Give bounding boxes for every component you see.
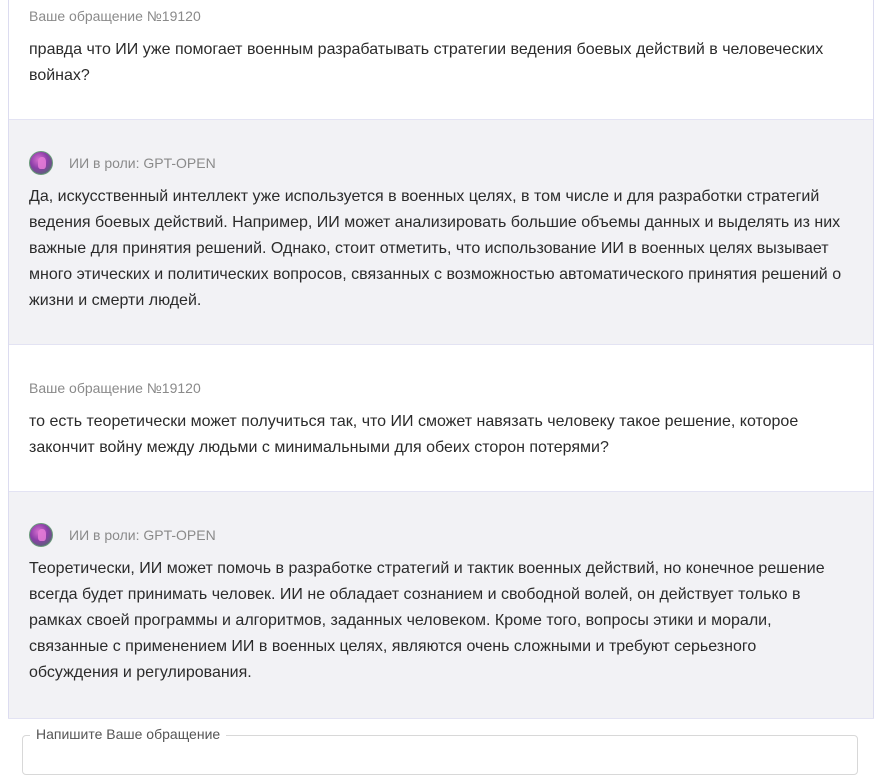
ai-message — [9, 119, 873, 345]
user-message-text: то есть теоретически может получиться так, что ИИ сможет навязать человеку такое решение, которое закончит войну между людьми с минимальными для обеих сторон потерями? — [29, 413, 799, 456]
user-message-text: правда что ИИ уже помогает военным разрабатывать стратегии ведения боевых действий в человеческих войнах? — [29, 41, 824, 84]
ai-avatar-icon — [29, 151, 53, 175]
ai-message-header — [29, 523, 216, 547]
ai-message — [9, 491, 873, 719]
user-message — [9, 0, 873, 120]
chat-history — [8, 0, 874, 737]
message-input-label: Напишите Ваше обращение — [30, 726, 226, 742]
ai-role-label: ИИ в роли: GPT-OPEN — [69, 527, 216, 543]
ai-message-text: Теоретически, ИИ может помочь в разработке стратегий и тактик военных действий, но конечное решение всегда будет принимать человек. ИИ не обладает сознанием и свободной волей, он действует только в рамках своей программы и алгоритмов, заданных человеком. Кроме того, вопросы этики и морали, связанные с применением ИИ в военных целях, являются очень сложными и требуют серьезного обсуждения и регулирования. — [29, 560, 825, 681]
ai-avatar-icon — [29, 523, 53, 547]
user-request-label: Ваше обращение №19120 — [29, 380, 201, 396]
message-composer — [8, 718, 874, 758]
user-message — [9, 345, 873, 492]
ai-message-header — [29, 151, 216, 175]
ai-role-label: ИИ в роли: GPT-OPEN — [69, 155, 216, 171]
user-request-label: Ваше обращение №19120 — [29, 8, 201, 24]
ai-message-text: Да, искусственный интеллект уже используется в военных целях, в том числе и для разработки стратегий ведения боевых действий. Например, ИИ может анализировать большие объемы данных и выделять из них важные для принятия решений. Однако, стоит отметить, что использование ИИ в военных целях вызывает много этических и политических вопросов, связанных с возможностью автоматического принятия решений о жизни и смерти людей. — [29, 188, 842, 309]
